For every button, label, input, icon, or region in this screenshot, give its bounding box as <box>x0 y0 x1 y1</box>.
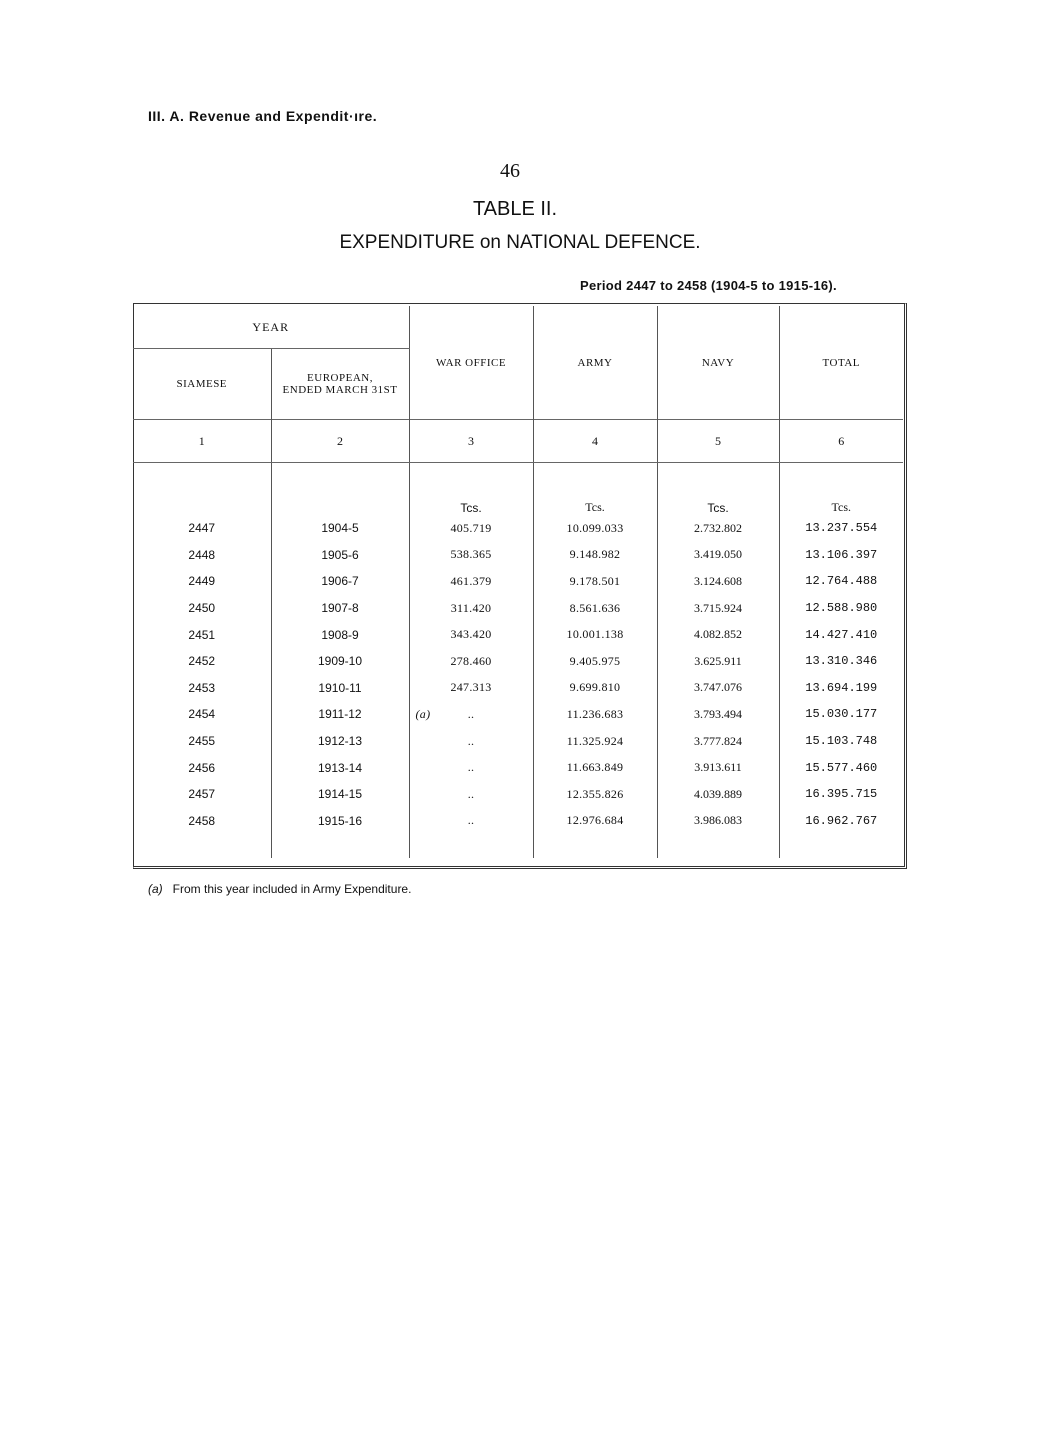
cell-army-value: 11.236.683 <box>566 706 624 721</box>
cell-navy-value: 3.715.924 <box>694 600 743 615</box>
cell-total-value: 15.577.460 <box>805 760 878 775</box>
cell-siamese <box>133 808 271 835</box>
cell-european-value: 1910-11 <box>318 680 362 695</box>
defence-expenditure-table <box>133 306 903 858</box>
cell-war-office <box>409 808 533 835</box>
cell-navy-value: 2.732.802 <box>694 520 743 535</box>
unit-war-office: Tcs. <box>409 463 533 516</box>
header-european <box>271 349 409 420</box>
cell-european <box>271 754 409 781</box>
cell-siamese-value: 2447 <box>188 521 216 536</box>
cell-army <box>533 568 657 595</box>
cell-navy <box>657 728 779 755</box>
cell-european-value: 1906-7 <box>321 574 359 589</box>
table-row <box>133 648 903 675</box>
footnote-text: From this year included in Army Expenditure. <box>172 882 412 896</box>
header-siamese: SIAMESE <box>133 349 271 420</box>
cell-siamese-value: 2453 <box>188 680 216 695</box>
cell-army <box>533 595 657 622</box>
cell-european <box>271 621 409 648</box>
cell-siamese-value: 2448 <box>188 547 216 562</box>
cell-siamese <box>133 675 271 702</box>
header-war-office: WAR OFFICE <box>409 306 533 420</box>
cell-siamese-value: 2458 <box>188 813 216 828</box>
cell-war-office <box>409 675 533 702</box>
cell-total <box>779 808 903 835</box>
table-row <box>133 781 903 808</box>
cell-european-value: 1915-16 <box>317 813 363 828</box>
cell-total-value: 13.106.397 <box>805 547 878 562</box>
cell-european-value: 1907-8 <box>321 601 359 616</box>
table-row <box>133 675 903 702</box>
column-number: 1 <box>133 420 271 463</box>
cell-navy <box>657 781 779 808</box>
cell-siamese-value: 2455 <box>188 734 216 749</box>
cell-siamese <box>133 728 271 755</box>
cell-navy-value: 3.777.824 <box>694 733 743 748</box>
table-body <box>133 515 903 834</box>
cell-european <box>271 781 409 808</box>
cell-war-office-value: 405.719 <box>450 520 492 535</box>
column-number: 5 <box>657 420 779 463</box>
footnote <box>148 882 411 896</box>
cell-navy <box>657 701 779 728</box>
cell-navy <box>657 542 779 569</box>
cell-european <box>271 515 409 542</box>
cell-european <box>271 728 409 755</box>
table-row <box>133 595 903 622</box>
cell-siamese <box>133 515 271 542</box>
cell-army <box>533 754 657 781</box>
cell-army-value: 9.178.501 <box>569 573 621 588</box>
cell-navy <box>657 754 779 781</box>
cell-siamese-value: 2452 <box>188 654 216 669</box>
cell-european <box>271 542 409 569</box>
cell-army <box>533 675 657 702</box>
cell-war-office-value: .. <box>467 760 475 775</box>
cell-siamese-value: 2450 <box>188 601 216 616</box>
cell-navy-value: 3.986.083 <box>694 813 743 828</box>
unit-empty <box>271 463 409 516</box>
table-row <box>133 808 903 835</box>
cell-navy <box>657 648 779 675</box>
cell-siamese <box>133 701 271 728</box>
cell-war-office <box>409 754 533 781</box>
cell-army <box>533 542 657 569</box>
cell-european <box>271 568 409 595</box>
cell-war-office-value: 343.420 <box>450 627 492 642</box>
cell-european <box>271 675 409 702</box>
table-title: TABLE II. <box>472 198 558 220</box>
cell-total <box>779 621 903 648</box>
cell-total <box>779 542 903 569</box>
section-header: III. A. Revenue and Expendit·ıre. <box>148 108 378 124</box>
cell-total <box>779 595 903 622</box>
cell-army-value: 10.099.033 <box>566 520 624 535</box>
unit-row <box>133 463 903 516</box>
cell-army-value: 11.325.924 <box>566 733 624 748</box>
cell-war-office <box>409 542 533 569</box>
cell-siamese <box>133 648 271 675</box>
cell-army <box>533 728 657 755</box>
footnote-reference: (a) <box>415 706 431 721</box>
cell-army-value: 11.663.849 <box>566 760 624 775</box>
header-european-line2: ENDED MARCH 31ST <box>282 384 398 396</box>
cell-siamese <box>133 568 271 595</box>
header-total: TOTAL <box>822 356 860 369</box>
cell-army-value: 9.405.975 <box>569 653 621 668</box>
cell-army-value: 10.001.138 <box>566 627 624 642</box>
cell-army-value: 8.561.636 <box>569 600 621 615</box>
cell-navy-value: 3.913.611 <box>694 760 742 775</box>
cell-war-office-value: .. <box>467 813 475 828</box>
cell-european-value: 1911-12 <box>318 707 362 722</box>
cell-army <box>533 781 657 808</box>
cell-war-office-value: 278.460 <box>450 653 492 668</box>
unit-total: Tcs. <box>831 500 852 514</box>
table-subtitle: EXPENDITURE on NATIONAL DEFENCE. <box>339 232 701 253</box>
cell-navy <box>657 515 779 542</box>
cell-war-office <box>409 648 533 675</box>
cell-total <box>779 781 903 808</box>
spacer-row <box>133 834 903 858</box>
cell-war-office <box>409 515 533 542</box>
cell-european <box>271 808 409 835</box>
cell-war-office <box>409 621 533 648</box>
cell-total-value: 13.694.199 <box>805 680 878 695</box>
cell-war-office-value: 461.379 <box>450 573 492 588</box>
table-row <box>133 542 903 569</box>
cell-army <box>533 515 657 542</box>
cell-european-value: 1913-14 <box>317 760 363 775</box>
cell-navy-value: 3.419.050 <box>694 547 743 562</box>
cell-siamese-value: 2449 <box>188 574 216 589</box>
cell-siamese <box>133 754 271 781</box>
cell-war-office-value: 247.313 <box>450 680 492 695</box>
cell-total <box>779 568 903 595</box>
cell-war-office <box>409 595 533 622</box>
unit-army: Tcs. <box>533 463 657 516</box>
cell-european-value: 1914-15 <box>317 787 363 802</box>
cell-total-value: 13.237.554 <box>805 521 878 536</box>
column-number: 4 <box>533 420 657 463</box>
cell-army <box>533 701 657 728</box>
cell-european-value: 1904-5 <box>321 521 359 536</box>
cell-war-office-value: 538.365 <box>450 547 492 562</box>
cell-war-office-value: 311.420 <box>450 600 492 615</box>
cell-total-value: 12.764.488 <box>805 574 878 589</box>
table-row <box>133 621 903 648</box>
cell-army-value: 9.148.982 <box>569 547 621 562</box>
cell-total-value: 15.030.177 <box>805 707 878 722</box>
cell-navy <box>657 595 779 622</box>
cell-navy-value: 3.793.494 <box>694 706 743 721</box>
unit-navy: Tcs. <box>657 463 779 516</box>
cell-total-value: 12.588.980 <box>805 601 878 616</box>
cell-total <box>779 675 903 702</box>
cell-army-value: 9.699.810 <box>569 680 621 695</box>
cell-european-value: 1909-10 <box>317 654 363 669</box>
cell-european-value: 1908-9 <box>321 627 359 642</box>
cell-total-value: 15.103.748 <box>805 734 878 749</box>
cell-navy <box>657 621 779 648</box>
cell-siamese-value: 2456 <box>188 760 216 775</box>
cell-navy-value: 4.039.889 <box>694 786 743 801</box>
column-number: 6 <box>779 420 903 463</box>
cell-total-value: 16.962.767 <box>805 813 878 828</box>
cell-total-value: 16.395.715 <box>805 787 878 802</box>
column-number: 3 <box>409 420 533 463</box>
cell-total <box>779 728 903 755</box>
header-year: YEAR <box>133 306 409 349</box>
cell-siamese-value: 2454 <box>188 707 216 722</box>
cell-army-value: 12.976.684 <box>566 813 624 828</box>
page-number: 46 <box>500 160 520 182</box>
cell-war-office <box>409 701 533 728</box>
cell-war-office <box>409 728 533 755</box>
cell-european <box>271 595 409 622</box>
cell-total <box>779 648 903 675</box>
table-row <box>133 568 903 595</box>
cell-siamese <box>133 621 271 648</box>
cell-war-office <box>409 781 533 808</box>
cell-european <box>271 701 409 728</box>
cell-total <box>779 754 903 781</box>
cell-army <box>533 621 657 648</box>
cell-total <box>779 701 903 728</box>
period-label: Period 2447 to 2458 (1904-5 to 1915-16). <box>580 278 837 293</box>
cell-navy-value: 3.625.911 <box>694 653 742 668</box>
cell-total-value: 14.427.410 <box>805 627 878 642</box>
cell-siamese <box>133 781 271 808</box>
cell-war-office-value: .. <box>467 786 475 801</box>
cell-european <box>271 648 409 675</box>
cell-war-office-value: .. <box>467 706 475 721</box>
cell-total-value: 13.310.346 <box>805 654 878 669</box>
cell-war-office-value: .. <box>467 733 475 748</box>
cell-war-office <box>409 568 533 595</box>
cell-total <box>779 515 903 542</box>
cell-european-value: 1912-13 <box>317 734 363 749</box>
cell-navy-value: 3.124.608 <box>694 573 743 588</box>
header-army: ARMY <box>533 306 657 420</box>
cell-army <box>533 808 657 835</box>
cell-siamese-value: 2457 <box>188 787 216 802</box>
unit-empty <box>133 463 271 516</box>
cell-navy <box>657 568 779 595</box>
column-number-row <box>133 420 903 463</box>
table-row <box>133 754 903 781</box>
cell-navy <box>657 808 779 835</box>
cell-navy <box>657 675 779 702</box>
cell-siamese <box>133 595 271 622</box>
cell-european-value: 1905-6 <box>321 547 359 562</box>
cell-siamese-value: 2451 <box>188 627 216 642</box>
table-row <box>133 515 903 542</box>
cell-siamese <box>133 542 271 569</box>
table-row <box>133 728 903 755</box>
column-number: 2 <box>271 420 409 463</box>
cell-army <box>533 648 657 675</box>
cell-navy-value: 3.747.076 <box>694 680 743 695</box>
header-navy: NAVY <box>657 306 779 420</box>
footnote-mark: (a) <box>148 882 163 896</box>
cell-army-value: 12.355.826 <box>566 786 624 801</box>
table-row <box>133 701 903 728</box>
header-european-line1: EUROPEAN, <box>307 372 373 384</box>
cell-navy-value: 4.082.852 <box>694 627 743 642</box>
